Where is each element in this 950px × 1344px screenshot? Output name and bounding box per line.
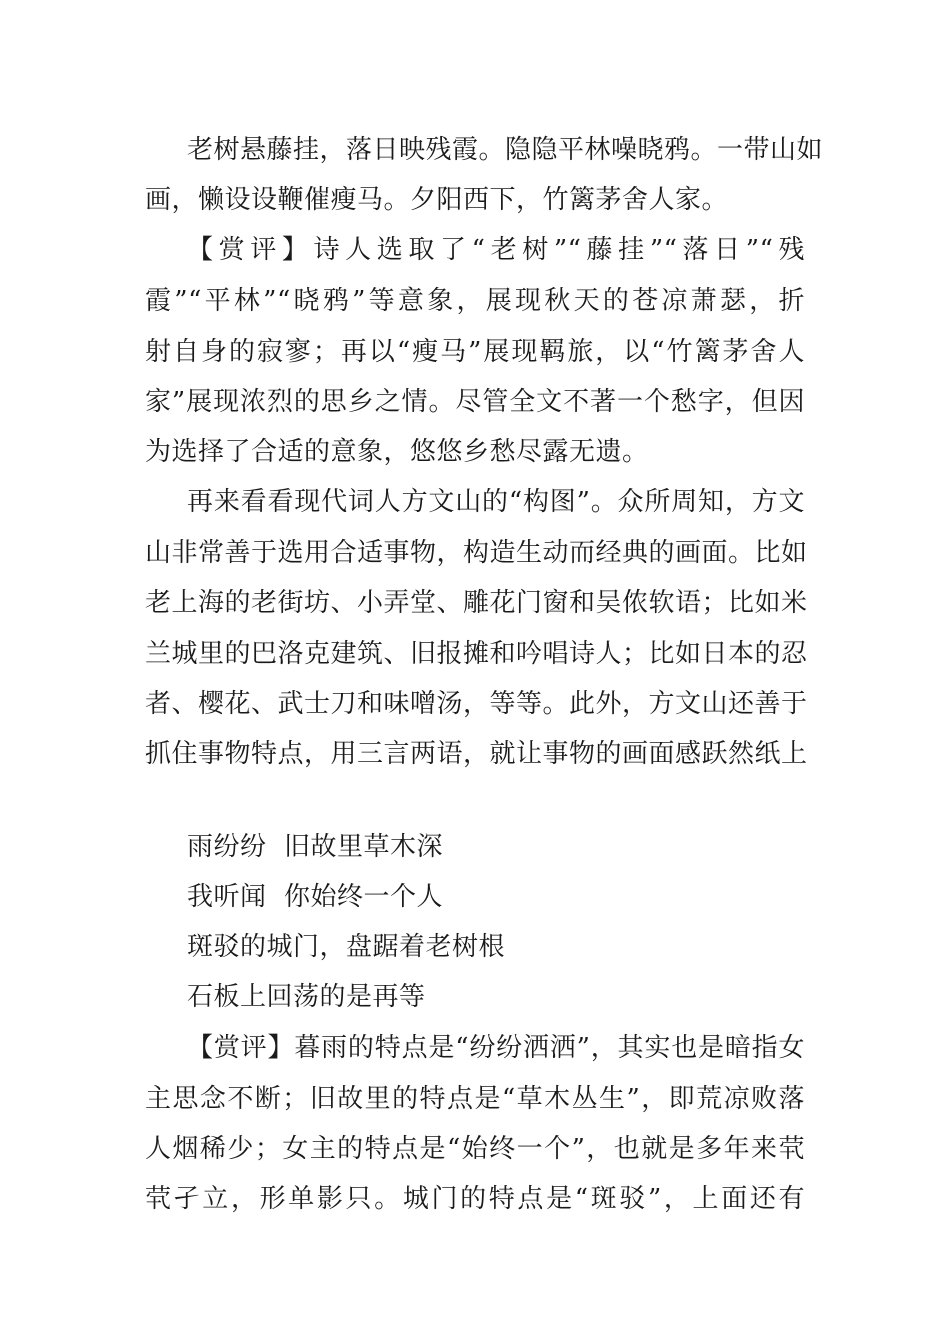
text-line: 霞”“平林”“晓鸦”等意象，展现秋天的苍凉萧瑟，折	[145, 286, 805, 316]
text-line: 兰城里的巴洛克建筑、旧报摊和吟唱诗人；比如日本的忍	[145, 639, 808, 669]
lyric-line: 雨纷纷 旧故里草木深	[187, 832, 444, 862]
text-line: 者、樱花、武士刀和味噌汤，等等。此外，方文山还善于	[145, 689, 808, 719]
text-line: 再来看看现代词人方文山的“构图”。众所周知，方文	[187, 487, 805, 517]
lyric-line: 我听闻 你始终一个人	[187, 882, 444, 912]
lyric-line: 斑驳的城门，盘踞着老树根	[187, 932, 506, 962]
text-line: 射自身的寂寥；再以“瘦马”展现羁旅，以“竹篱茅舍人	[145, 337, 805, 367]
text-line: 茕孑立，形单影只。城门的特点是“斑驳”，上面还有	[145, 1184, 805, 1214]
text-line: 【赏评】暮雨的特点是“纷纷洒洒”，其实也是暗指女	[187, 1033, 805, 1063]
poem-line: 老树悬藤挂，落日映残霞。隐隐平林噪晓鸦。一带山如	[187, 135, 824, 165]
text-line: 抓住事物特点，用三言两语，就让事物的画面感跃然纸上	[145, 739, 808, 769]
text-line: 人烟稀少；女主的特点是“始终一个”，也就是多年来茕	[145, 1134, 805, 1164]
text-line: 山非常善于选用合适事物，构造生动而经典的画面。比如	[145, 538, 808, 568]
text-line: 为选择了合适的意象，悠悠乡愁尽露无遗。	[145, 437, 649, 467]
text-line: 老上海的老街坊、小弄堂、雕花门窗和吴侬软语；比如米	[145, 588, 808, 618]
text-line: 主思念不断；旧故里的特点是“草木丛生”，即荒凉败落	[145, 1084, 805, 1114]
text-line: 家”展现浓烈的思乡之情。尽管全文不著一个愁字，但因	[145, 387, 805, 417]
text-line: 【赏评】诗人选取了“老树”“藤挂”“落日”“残	[187, 235, 805, 265]
poem-line: 画，懒设设鞭催瘦马。夕阳西下，竹篱茅舍人家。	[145, 185, 729, 215]
lyric-line: 石板上回荡的是再等	[187, 982, 426, 1012]
